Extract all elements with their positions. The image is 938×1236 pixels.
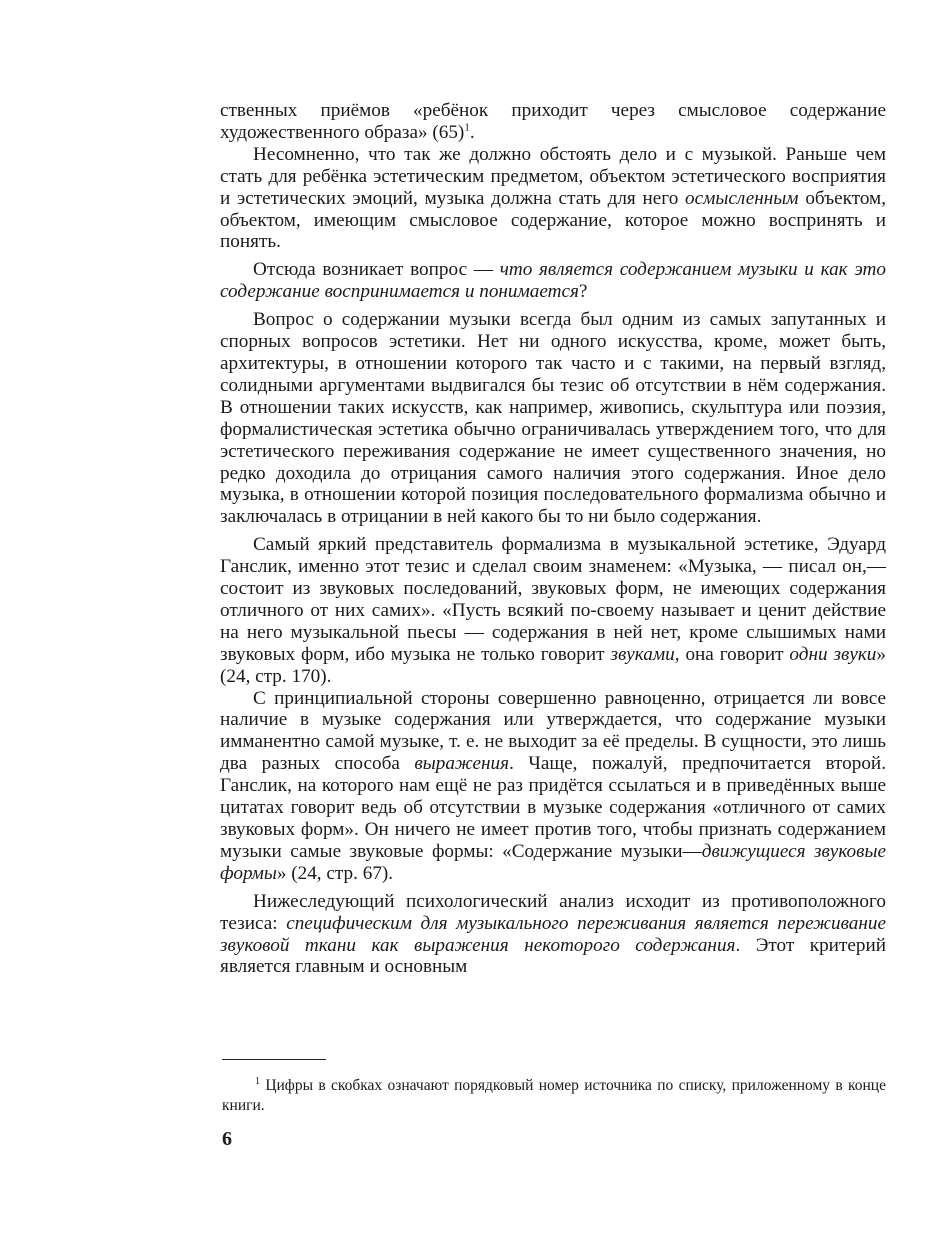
paragraph-7 (220, 891, 886, 979)
text-run: » (24, стр. 170). (220, 643, 886, 687)
italic-text-run: что является содержанием музыки и как это содержание воспринимается и понимается (220, 259, 886, 303)
page-number: 6 (222, 1128, 232, 1150)
text-run: . Чаще, пожалуй, предпочитается второй. Ганслик, на которого нам ещё не раз придётся ссылаться и в приведённых выше цитатах говорит ведь об отсутствии в музыке содержания «отличного от самих звуковых форм». Он ничего не имеет против того, чтобы признать содержанием музыки самые звуковые формы: «Содержание музыки— (220, 753, 886, 862)
text-run: ственных приёмов «ребёнок приходит через смысловое содержание художественного образа» (65) (220, 100, 886, 143)
paragraph-2 (220, 144, 886, 254)
italic-text-run: осмысленным (685, 187, 799, 209)
footnote-marker: 1 (255, 1075, 260, 1087)
text-run: объектом, объектом, имеющим смысловое содержание, которое можно воспринять и понять. (220, 187, 886, 253)
footnote (222, 1076, 886, 1116)
paragraph-4 (220, 309, 886, 528)
paragraph-1 (220, 100, 886, 144)
text-run: Нижеследующий психологический анализ исходит из противоположного тезиса: (220, 890, 886, 934)
text-run: . (469, 121, 475, 143)
text-run: » (24, стр. 67). (276, 862, 394, 884)
text-run: ? (578, 281, 588, 303)
italic-text-run: звуками (610, 643, 675, 665)
italic-text-run: движущиеся звуковые формы (220, 840, 886, 884)
italic-text-run: специфическим для музыкального переживания является переживание звуковой ткани как выражения некоторого содержания (220, 912, 886, 956)
footnote-reference: 1 (464, 121, 470, 134)
page-body (220, 100, 886, 978)
text-run: Самый яркий представитель формализма в музыкальной эстетике, Эдуард Ганслик, именно этот тезис и сделал своим знаменем: «Музыка, — писал он,—состоит из звуковых последований, звуковых форм, не имеющих содержания отличного от них самих». «Пусть всякий по-своему называет и ценит действие на него музыкальной пьесы — содержания в ней нет, кроме слышимых нами звуковых форм, ибо музыка не только говорит (220, 534, 886, 665)
text-run: Несомненно, что так же должно обстоять дело и с музыкой. Раньше чем стать для ребёнка эстетическим предметом, объектом эстетического восприятия и эстетических эмоций, музыка должна стать для него (220, 143, 886, 209)
footnote-divider (222, 1059, 326, 1060)
paragraph-6 (220, 688, 886, 885)
text-run: , она говорит (674, 643, 790, 665)
footnote-text: Цифры в скобках означают порядковый номер источника по списку, приложенному в конце книги. (222, 1077, 886, 1114)
paragraph-3 (220, 259, 886, 303)
text-run: Отсюда возникает вопрос — (253, 259, 500, 281)
italic-text-run: одни звуки (789, 643, 877, 665)
text-run: С принципиальной стороны совершенно равноценно, отрицается ли вовсе наличие в музыке содержания или утверждается, что содержание музыки имманентно самой музыке, т. е. не выходит за её пределы. В сущности, это лишь два разных способа (220, 687, 886, 775)
text-run: . Этот критерий является главным и основным (220, 934, 886, 978)
paragraph-5 (220, 534, 886, 687)
italic-text-run: выражения (414, 753, 510, 775)
text-run: Вопрос о содержании музыки всегда был одним из самых запутанных и спорных вопросов эстетики. Нет ни одного искусства, кроме, может быть, архитектуры, в отношении которого так часто и с такими, на первый взгляд, солидными аргументами выдвигался бы тезис об отсутствии в нём содержания. В отношении таких искусств, как например, живопись, скульптура или поэзия, формалистическая эстетика обычно ограничивалась утверждением того, что для эстетического переживания содержание не имеет существенного значения, но редко доходила до отрицания самого наличия этого содержания. Иное дело музыка, в отношении которой позиция последовательного формализма обычно и заключалась в отрицании в ней какого бы то ни было содержания. (220, 309, 886, 528)
